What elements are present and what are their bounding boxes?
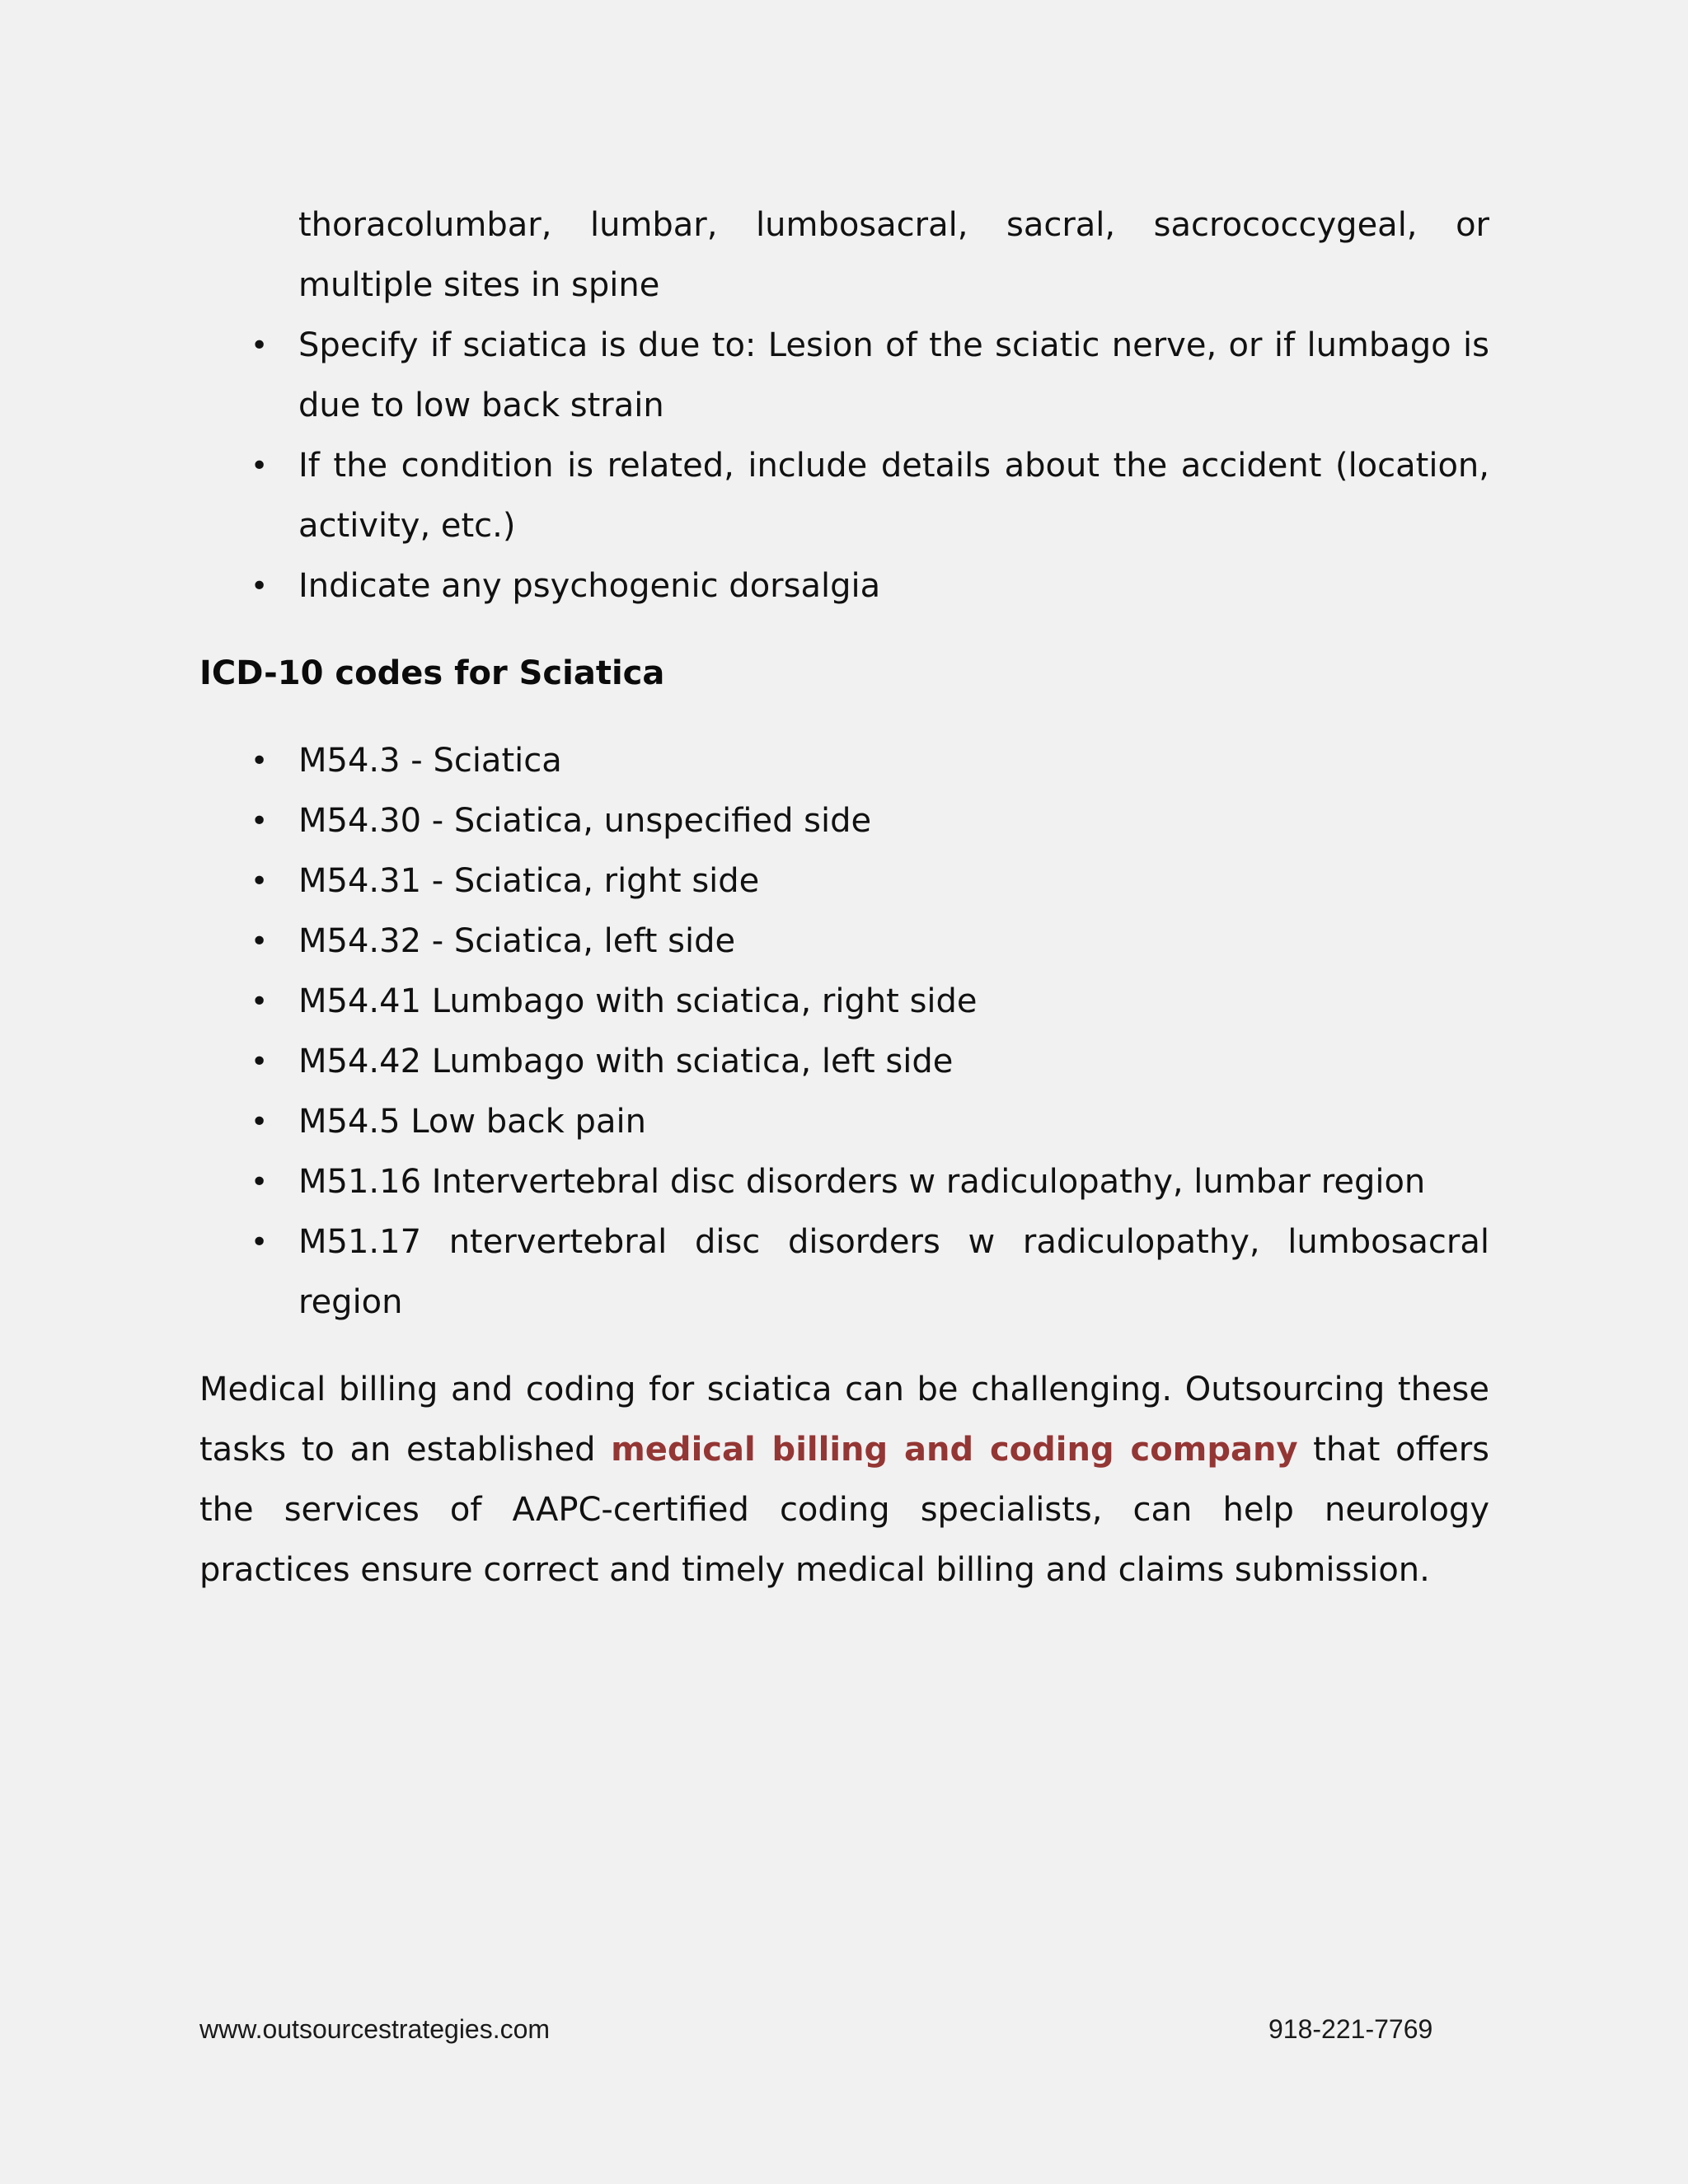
paragraph-text-before-link: Medical billing and coding for sciatica can be challenging. Outsourcing these tasks to an established — [199, 1371, 1489, 1469]
list-item-text: M54.41 Lumbago with sciatica, right side — [298, 982, 978, 1020]
list-item — [199, 436, 1489, 556]
list-item-text: M54.32 - Sciatica, left side — [298, 922, 736, 960]
list-item-text: M51.16 Intervertebral disc disorders w radiculopathy, lumbar region — [298, 1163, 1426, 1201]
list-item-text: If the condition is related, include details about the accident (location, activity, etc.) — [298, 447, 1489, 545]
section-heading: ICD-10 codes for Sciatica — [199, 654, 665, 692]
continued-list-item: thoracolumbar, lumbar, lumbosacral, sacral, sacrococcygeal, or multiple sites in spine — [298, 206, 1489, 304]
paragraph-text-after-link: that offers the services of AAPC-certified coding specialists, can help neurology practices ensure correct and timely medical billing and claims submission. — [199, 1431, 1489, 1589]
bullet-icon: • — [251, 449, 269, 483]
list-item-text: M54.30 - Sciatica, unspecified side — [298, 802, 872, 840]
list-item-text: M54.31 - Sciatica, right side — [298, 862, 760, 900]
list-item — [199, 851, 1489, 912]
list-item — [199, 791, 1489, 851]
intro-bullet-list — [199, 316, 1489, 616]
bullet-icon: • — [251, 804, 269, 838]
list-item — [199, 316, 1489, 436]
list-item-text: M54.5 Low back pain — [298, 1103, 646, 1141]
list-item-text: M54.42 Lumbago with sciatica, left side — [298, 1043, 954, 1080]
bullet-icon: • — [251, 1105, 269, 1139]
bullet-icon: • — [251, 865, 269, 898]
list-item — [199, 556, 1489, 616]
footer-website: www.outsourcestrategies.com — [199, 2014, 551, 2044]
bullet-icon: • — [251, 985, 269, 1019]
footer-phone: 918-221-7769 — [1268, 2014, 1433, 2044]
list-item-text: Specify if sciatica is due to: Lesion of the sciatic nerve, or if lumbago is due to low back strain — [298, 326, 1489, 424]
bullet-icon: • — [251, 744, 269, 778]
codes-bullet-list — [199, 731, 1489, 1333]
list-item — [199, 1092, 1489, 1152]
list-item — [199, 972, 1489, 1032]
list-item — [199, 1152, 1489, 1212]
list-item-text: M51.17 ntervertebral disc disorders w radiculopathy, lumbosacral region — [298, 1223, 1489, 1321]
bullet-icon: • — [251, 1165, 269, 1199]
medical-billing-link[interactable]: medical billing and coding company — [611, 1431, 1298, 1469]
page-content — [199, 195, 1489, 1601]
bullet-icon: • — [251, 1226, 269, 1259]
list-item — [199, 912, 1489, 972]
list-item — [199, 1032, 1489, 1092]
list-item-text: M54.3 - Sciatica — [298, 742, 562, 780]
bullet-icon: • — [251, 1045, 269, 1079]
closing-paragraph — [199, 1360, 1489, 1601]
list-item — [199, 1212, 1489, 1333]
list-item-text: Indicate any psychogenic dorsalgia — [298, 567, 881, 605]
list-item — [199, 731, 1489, 791]
bullet-icon: • — [251, 329, 269, 363]
bullet-icon: • — [251, 925, 269, 958]
bullet-icon: • — [251, 569, 269, 603]
